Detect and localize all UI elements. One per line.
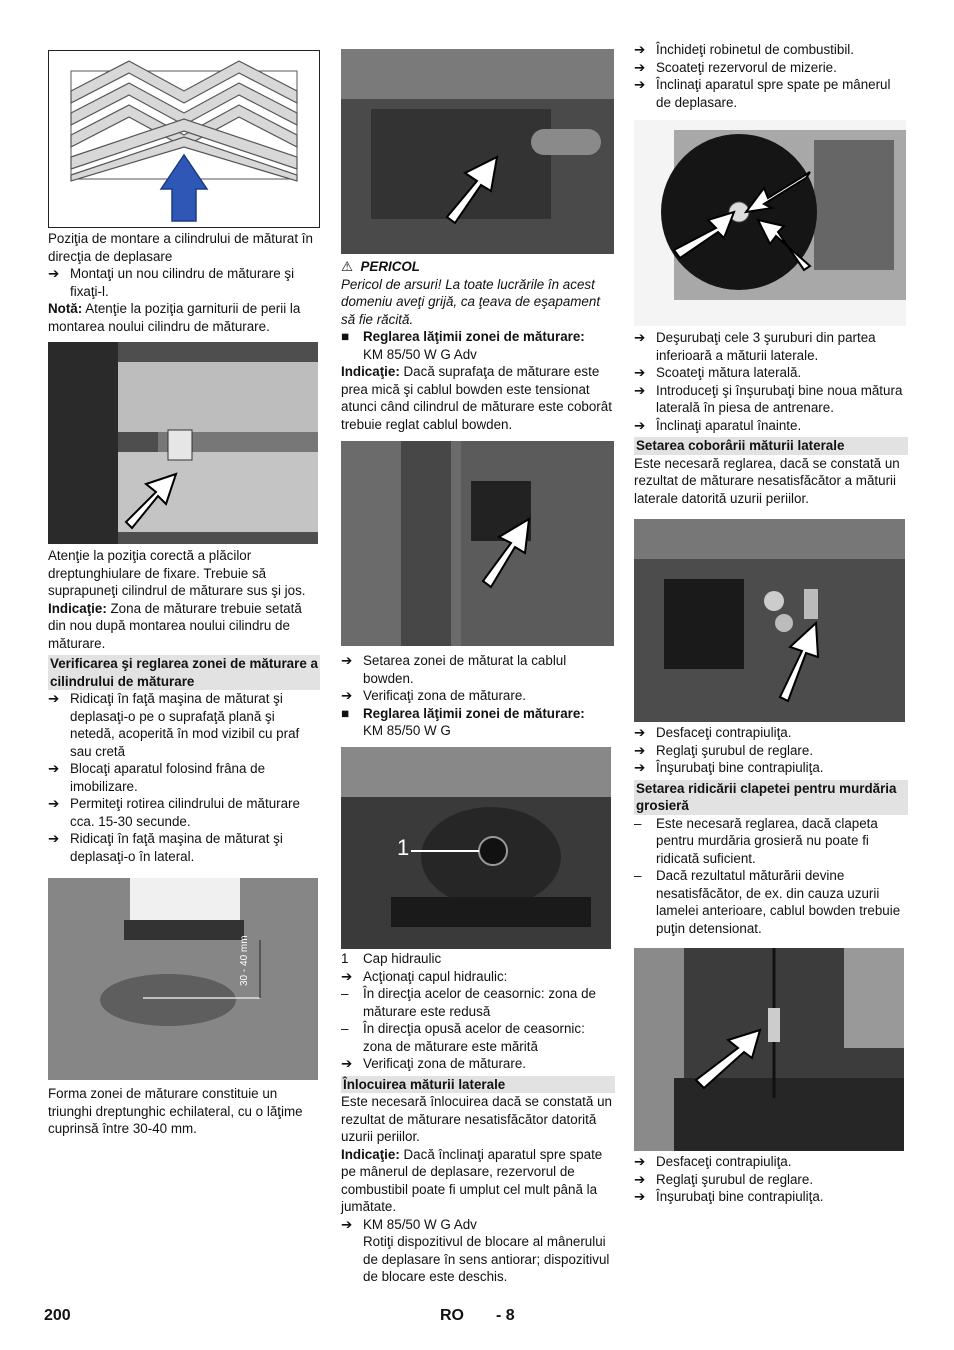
paragraph: Este necesară înlocuirea dacă se constată un rezultat de măturare nesatisfăcător datorită uzurii periilor. xyxy=(341,1094,612,1144)
step: ➔ Ridicaţi în faţă maşina de măturat şi deplasaţi-o în lateral. xyxy=(48,831,283,864)
square-bullet-icon: ■ xyxy=(341,329,350,344)
arrow-right-icon: ➔ xyxy=(634,725,646,740)
dash-item: – În direcţia acelor de ceasornic: zona de măturare este redusă xyxy=(341,986,596,1019)
step: ➔ Înşurubaţi bine contrapiuliţa. xyxy=(634,760,824,775)
photo-side-brush-screws xyxy=(634,120,906,326)
arrow-right-icon: ➔ xyxy=(48,831,60,846)
section-page: - 8 xyxy=(496,1307,515,1324)
step: ➔ Înclinaţi aparatul înainte. xyxy=(634,417,802,433)
square-bullet-icon: ■ xyxy=(341,705,350,721)
photo-sweep-pattern xyxy=(48,878,318,1080)
step: ➔ Verificaţi zona de măturare. xyxy=(341,688,527,703)
arrow-right-icon: ➔ xyxy=(634,1154,646,1169)
dimension-label: 30 - 40 mm xyxy=(239,935,250,986)
arrow-right-icon: ➔ xyxy=(341,1056,353,1071)
arrow-right-icon: ➔ xyxy=(634,417,646,433)
warning-title: ⚠ PERICOL xyxy=(341,259,420,274)
section-heading: Înlocuirea măturii laterale xyxy=(341,1076,615,1094)
indication: Indicaţie: Dacă suprafaţa de măturare este prea mică şi cablul bowden este tensionat atunci când cilindrul de măturare este coborât trebuie reglat cablul bowden. xyxy=(341,364,612,432)
section-heading: Setarea ridicării clapetei pentru murdăria grosieră xyxy=(634,780,908,815)
arrow-right-icon: ➔ xyxy=(634,760,646,775)
note: Notă: Atenţie la poziţia garniturii de perii la montarea noului cilindru de măturare. xyxy=(48,301,301,334)
step: ➔ Desfaceţi contrapiuliţa. xyxy=(634,1154,792,1169)
step: ➔ Scoateţi mătura laterală. xyxy=(634,365,802,380)
arrow-right-icon: ➔ xyxy=(634,365,646,380)
arrow-right-icon: ➔ xyxy=(634,382,646,398)
step: ➔ Permiteţi rotirea cilindrului de măturare cca. 15-30 secunde. xyxy=(48,796,300,829)
photo-side-brush-lowering xyxy=(634,519,905,722)
arrow-right-icon: ➔ xyxy=(341,968,353,984)
arrow-right-icon: ➔ xyxy=(634,330,646,345)
dash-item: – Este necesară reglarea, dacă clapeta pentru murdăria grosieră nu poate fi ridicată suficient. xyxy=(634,815,878,866)
dash-item: – Dacă rezultatul măturării devine nesatisfăcător, de ex. din cauza uzurii lamelei anterioare, cablul bowden trebuie puţin detensionat. xyxy=(634,868,901,936)
arrow-right-icon: ➔ xyxy=(634,42,646,57)
section-heading: Verificarea şi reglarea zonei de măturare a cilindrului de măturare xyxy=(48,655,320,690)
warning-icon: ⚠ xyxy=(341,259,354,274)
photo-brush-fixing-plate xyxy=(48,342,318,544)
arrow-right-icon: ➔ xyxy=(48,691,60,706)
figure-brush-mounting-direction xyxy=(48,50,320,228)
figure-number: 1 xyxy=(397,835,410,860)
paragraph: Este necesară reglarea, dacă se constată un rezultat de măturare nesatisfăcător a măturii laterale datorită uzurii periilor. xyxy=(634,455,900,506)
step: ➔ Montaţi un nou cilindru de măturare şi fixaţi-l. xyxy=(48,266,295,299)
legend-item: 1 Cap hidraulic xyxy=(341,951,442,966)
photo-flap-cable xyxy=(634,948,904,1151)
arrow-right-icon: ➔ xyxy=(48,266,60,281)
step: ➔ Setarea zonei de măturat la cablul bowden. xyxy=(341,653,567,686)
step: ➔ Reglaţi şurubul de reglare. xyxy=(634,742,814,758)
warning-text: Pericol de arsuri! La toate lucrările în acest domeniu aveţi grijă, ca ţeava de eşapament să fie răcită. xyxy=(341,276,601,327)
chevron-brush-illustration xyxy=(49,51,319,227)
photo-exhaust-pipe xyxy=(341,49,614,254)
step: ➔ Ridicaţi în faţă maşina de măturat şi deplasaţi-o pe o suprafaţă plană şi netedă, acoperită în mod vizibil cu praf sau cretă xyxy=(48,691,300,759)
step: ➔ Înclinaţi aparatul spre spate pe mânerul de deplasare. xyxy=(634,77,891,110)
arrow-right-icon: ➔ xyxy=(634,742,646,758)
page-number: 200 xyxy=(44,1307,71,1324)
step: ➔ Desfaceţi contrapiuliţa. xyxy=(634,725,792,740)
arrow-right-icon: ➔ xyxy=(48,796,60,811)
step: ➔ Înşurubaţi bine contrapiuliţa. xyxy=(634,1189,824,1204)
indication: Indicaţie: Dacă înclinaţi aparatul spre spate pe mânerul de deplasare, rezervorul de combustibil poate fi umplut cel mult până la jumătate. xyxy=(341,1146,603,1214)
language-code: RO xyxy=(440,1307,464,1324)
arrow-right-icon: ➔ xyxy=(341,1216,353,1232)
step: ➔ Introduceţi şi înşurubaţi bine noua mătura laterală în piesa de antrenare. xyxy=(634,382,903,415)
step: ➔ Deşurubaţi cele 3 şuruburi din partea inferioară a măturii laterale. xyxy=(634,330,876,363)
arrow-right-icon: ➔ xyxy=(634,1189,646,1204)
arrow-right-icon: ➔ xyxy=(341,653,353,668)
photo-hydraulic-head xyxy=(341,747,611,949)
arrow-right-icon: ➔ xyxy=(634,77,646,92)
sub-heading: ■ Reglarea lăţimii zonei de măturare: KM 85/50 W G xyxy=(341,705,585,738)
step: ➔ Închideţi robinetul de combustibil. xyxy=(634,42,854,57)
arrow-right-icon: ➔ xyxy=(48,761,60,776)
step: ➔ Acţionaţi capul hidraulic: xyxy=(341,968,508,984)
step: ➔ Blocaţi aparatul folosind frâna de imobilizare. xyxy=(48,761,266,794)
arrow-right-icon: ➔ xyxy=(634,59,646,75)
indication: Indicaţie: Zona de măturare trebuie setată din nou după montarea noului cilindru de măturare. xyxy=(48,600,302,651)
step: ➔ Scoateţi rezervorul de mizerie. xyxy=(634,59,837,75)
paragraph: Forma zonei de măturare constituie un triunghi dreptunghic echilateral, cu o lăţime cuprinsă între 30-40 mm. xyxy=(48,1086,303,1136)
step: ➔ Verificaţi zona de măturare. xyxy=(341,1056,527,1071)
step: ➔ Reglaţi şurubul de reglare. xyxy=(634,1171,814,1187)
paragraph: Atenţie la poziţia corectă a plăcilor dreptunghiulare de fixare. Trebuie să suprapuneţi cilindrul de măturare sus şi jos. xyxy=(48,548,306,598)
sub-heading: ■ Reglarea lăţimii zonei de măturare: KM 85/50 W G Adv xyxy=(341,329,585,362)
figure-caption: Poziţia de montare a cilindrului de măturat în direcţia de deplasare xyxy=(48,231,313,264)
arrow-right-icon: ➔ xyxy=(634,1171,646,1187)
arrow-right-icon: ➔ xyxy=(341,688,353,703)
dash-item: – În direcţia opusă acelor de ceasornic: zona de măturare este mărită xyxy=(341,1021,585,1054)
section-heading: Setarea coborârii măturii laterale xyxy=(634,437,908,455)
step: ➔ KM 85/50 W G Adv Rotiţi dispozitivul de blocare al mânerului de deplasare în sens antiorar; dispozitivul de blocare este deschis. xyxy=(341,1216,610,1284)
photo-bowden-cable xyxy=(341,441,614,646)
